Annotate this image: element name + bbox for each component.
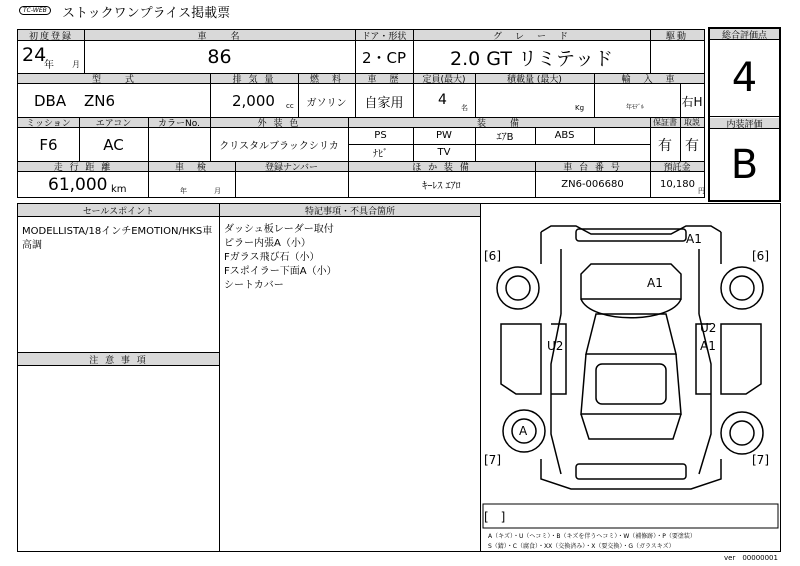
equipment-tv: TV	[437, 147, 451, 158]
label-history: 車 歴	[367, 74, 401, 85]
label-special-notes: 特記事項・不具合箇所	[304, 206, 395, 217]
spare-tire-box	[483, 504, 778, 528]
label-manual: 取説	[684, 117, 700, 127]
special-note-2: ピラー内張A（小）	[224, 237, 311, 249]
label-chassis: 車 台 番 号	[563, 162, 622, 173]
exterior-color-value: クリスタルブラックシリカ	[219, 141, 339, 152]
label-import: 輸 入 車	[621, 74, 677, 85]
inspection-month: 月	[214, 187, 221, 195]
displacement-value: 2,000	[232, 92, 275, 110]
damage-mark-right-u: U2	[700, 321, 717, 335]
label-warranty: 保証書	[653, 117, 677, 127]
label-notes: 注 意 事 項	[89, 355, 148, 366]
legend-line-1: A（キズ）・U（ヘコミ）・B（キズを伴うヘコミ）・W（補修跡）・P（要塗装）	[488, 532, 696, 540]
label-mission: ミッション	[26, 118, 71, 129]
first-registration-year: 24	[22, 44, 47, 66]
label-other-equipment: ほ か 装 備	[412, 162, 471, 173]
month-unit: 月	[72, 59, 80, 69]
interior-score-value: B	[730, 142, 759, 188]
label-model: 型 式	[91, 74, 136, 85]
equipment-abs: ABS	[554, 130, 575, 141]
legend-line-2: S（錆）・C（腐食）・XX（交換済み）・X（要交換）・G（ガラスキズ）	[488, 542, 675, 550]
label-sales-point: セールスポイント	[82, 206, 155, 217]
wheel-front-left	[497, 267, 539, 309]
damage-mark-left: U2	[547, 339, 564, 353]
label-load: 積載量 (最大)	[507, 74, 562, 85]
grade-value: 2.0 GT リミテッド	[450, 47, 613, 70]
label-grade: グ レ ー ド	[492, 31, 570, 42]
inspection-year: 年	[180, 187, 187, 195]
load-unit: Kg	[575, 104, 585, 112]
yen-unit: 円	[698, 187, 705, 195]
special-note-1: ダッシュ板レーダー取付	[224, 223, 334, 235]
label-deposit: 預託金	[663, 162, 691, 173]
model-value: ZN6	[84, 92, 116, 110]
total-score-value: 4	[731, 55, 758, 101]
wheel-front-right	[721, 267, 763, 309]
sales-point-line-1: MODELLISTA/18インチEMOTION/HKS車	[22, 225, 213, 237]
label-inspection: 車 検	[174, 162, 208, 173]
cc-unit: cc	[286, 102, 294, 110]
wheel-rear-right	[721, 412, 763, 454]
label-door-type: ドア・形状	[361, 31, 407, 42]
manual-value: 有	[685, 137, 699, 154]
equipment-airbag: ｴｱB	[496, 132, 514, 143]
drive-value	[650, 42, 704, 72]
car-damage-diagram	[481, 204, 780, 529]
door-type-value: 2・CP	[361, 48, 407, 67]
km-unit: km	[111, 183, 127, 195]
year-unit: 年	[44, 59, 54, 71]
equipment-pw: PW	[436, 130, 452, 141]
color-no-value	[148, 128, 210, 161]
special-note-5: シートカバー	[224, 279, 284, 291]
tire-rear-left-label: [7]	[484, 453, 501, 467]
capacity-unit: 名	[461, 104, 468, 112]
damage-mark-right-a: A1	[700, 339, 716, 353]
damage-mark-wheel: A	[519, 424, 528, 438]
fuel-value: ガソリン	[306, 97, 347, 109]
label-mileage: 走 行 距 離	[53, 162, 113, 173]
equipment-ps: PS	[374, 130, 387, 141]
label-first-registration: 初度登録	[28, 31, 73, 42]
label-exterior-color: 外 装 色	[257, 118, 301, 129]
label-car-name: 車 名	[197, 31, 242, 42]
equipment-navi: ﾅﾋﾞ	[373, 149, 388, 160]
label-plate: 登録ナンバー	[265, 162, 318, 173]
aircon-value: AC	[103, 135, 124, 154]
label-color-no: カラーNo.	[158, 118, 200, 129]
label-fuel: 燃 料	[309, 74, 343, 85]
capacity-value: 4	[438, 92, 447, 108]
model-prefix: DBA	[34, 92, 67, 110]
mileage-value: 61,000	[48, 175, 108, 195]
label-interior-score: 内装評価	[726, 119, 763, 130]
other-equipment-value: ｷｰﾚｽ ｴｱﾛ	[422, 181, 461, 192]
history-value: 自家用	[364, 95, 404, 111]
tire-front-left-label: [6]	[484, 249, 501, 263]
sales-point-line-2: 高調	[22, 239, 42, 251]
car-name-value: 86	[207, 46, 232, 68]
label-equipment: 装 備	[476, 118, 521, 129]
label-total-score: 総合評価点	[721, 30, 767, 41]
label-capacity: 定員(最大)	[422, 74, 466, 85]
special-note-4: Fスポイラー下面A（小）	[224, 265, 337, 277]
label-aircon: エアコン	[95, 118, 132, 129]
warranty-value: 有	[658, 137, 672, 154]
label-drive: 駆動	[665, 31, 688, 42]
damage-mark-top: A1	[686, 232, 702, 246]
tire-front-right-label: [6]	[752, 249, 769, 263]
damage-mark-roof: A1	[647, 276, 663, 290]
steering-value: 右H	[681, 94, 703, 109]
chassis-value: ZN6-006680	[561, 179, 624, 190]
mission-value: F6	[39, 135, 58, 154]
deposit-value: 10,180	[660, 179, 695, 190]
page-title: ストックワンプライス掲載票	[62, 5, 231, 21]
special-note-3: Fガラス飛び石（小）	[224, 251, 320, 263]
label-displacement: 排 気 量	[232, 74, 276, 85]
version-label: ver 00000001	[724, 554, 778, 562]
spare-tire-label: [ ]	[484, 509, 506, 524]
import-model-year: 年ﾓﾃﾞﾙ	[626, 103, 645, 111]
tire-rear-right-label: [7]	[752, 453, 769, 467]
company-logo: TC-WEB	[19, 6, 51, 15]
